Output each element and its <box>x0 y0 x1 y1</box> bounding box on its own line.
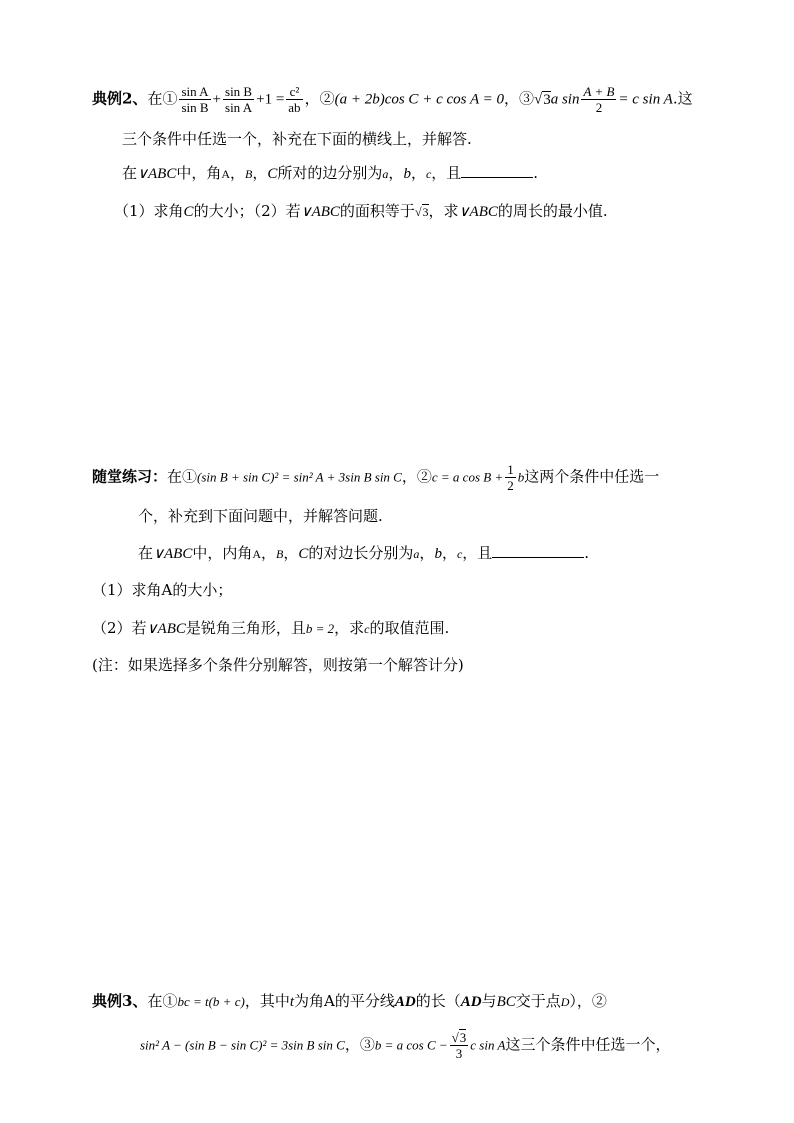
fraction-c2-ab: $\frac{\text{c²}}{ab}$ <box>288 84 301 115</box>
fraction-sinB-sinA: $\frac{\text{sin B}}{\text{sin A}}$ <box>225 84 253 115</box>
example3-line2: sin² A − (sin B − sin C)² = 3sin B sin C，③b = a cos C − $\frac{√3}{3}$ c sin A这三个条件中任选一个， <box>140 1030 671 1061</box>
practice-label: 随堂练习： <box>92 467 168 486</box>
practice-note: (注：如果选择多个条件分别解答，则按第一个解答计分) <box>92 656 464 674</box>
example2-label: 典例2、 <box>92 89 148 108</box>
practice-q1: （1）求角A的大小； <box>92 581 233 599</box>
practice-condition-1: (sin B + sin C)² = sin² A + 3sin B sin C <box>197 469 402 485</box>
fraction-AplusB-2: $\frac{A + B}{2}$ <box>583 84 615 115</box>
example2-line3: 在∨ABC中，角A，B，C所对的边分别为a，b，c，且 . <box>122 161 538 185</box>
example2-line1: 典例2、在① $\frac{\text{sin A}}{\text{sin B}}$ + $\frac{\text{sin B}}{\text{sin A}}$ +1 = $\frac{\text{c²}}{ab}$ ，②(a + 2b)cos C + c cos A = 0，③√3a sin $\frac{A + B}{2}$ = c sin A.这 <box>92 84 693 115</box>
example3-label: 典例3、 <box>92 992 148 1010</box>
practice-q2: （2）若∨ABC是锐角三角形，且b = 2，求c的取值范围. <box>92 619 450 637</box>
fraction-sinA-sinB: $\frac{\text{sin A}}{\text{sin B}}$ <box>181 84 209 115</box>
sqrt-symbol: √ <box>533 91 543 108</box>
fraction-sqrt3-3: $\frac{√3}{3}$ <box>451 1030 467 1061</box>
example2-line2: 三个条件中任选一个，补充在下面的横线上，并解答. <box>122 130 472 148</box>
example3-line1: 典例3、在①bc = t(b + c)，其中t为角A的平分线AD的长（AD与BC交于点D），② <box>92 992 607 1010</box>
condition-2: (a + 2b)cos C + c cos A = 0 <box>334 91 504 108</box>
practice-line3: 在∨ABC中，内角A，B，C的对边长分别为a，b，c，且 . <box>138 541 589 565</box>
answer-blank <box>492 541 584 558</box>
answer-blank <box>461 161 533 178</box>
example2-questions: （1）求角C的大小；（2）若∨ABC的面积等于√3，求∨ABC的周长的最小值. <box>114 202 608 220</box>
fraction-one-half: $\frac{1}{2}$ <box>507 462 514 493</box>
practice-line2: 个，补充到下面问题中，并解答问题. <box>138 507 383 525</box>
practice-line1: 随堂练习：在①(sin B + sin C)² = sin² A + 3sin B sin C，②c = a cos B + $\frac{1}{2}$ b这两个条件中任选一 <box>92 462 660 493</box>
